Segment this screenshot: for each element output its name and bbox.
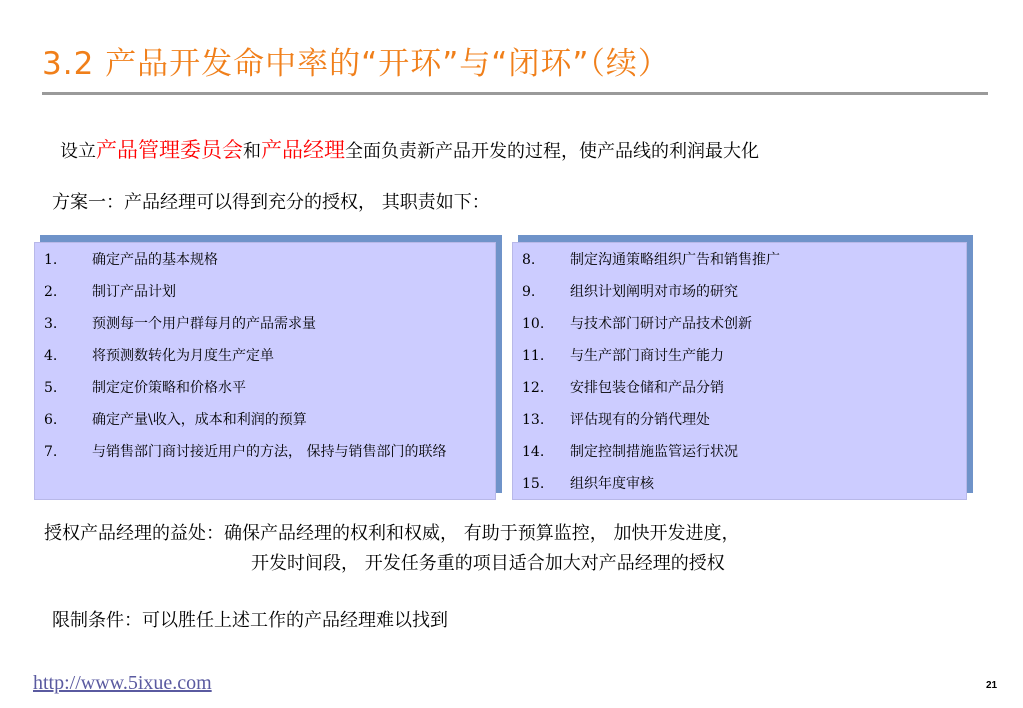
item-text: 组织年度审核	[570, 476, 654, 492]
item-number: 13.	[522, 412, 545, 428]
page-number: 21	[986, 680, 998, 691]
intro-statement	[60, 134, 759, 164]
left-responsibilities-box	[34, 242, 496, 500]
item-text: 与生产部门商讨生产能力	[570, 348, 724, 364]
benefit-line-2: 开发时间段， 开发任务重的项目适合加大对产品经理的授权	[251, 553, 725, 574]
item-number: 6.	[44, 412, 58, 428]
item-number: 15.	[522, 476, 545, 492]
item-text: 确定产品的基本规格	[92, 252, 218, 268]
limit-condition: 限制条件：可以胜任上述工作的产品经理难以找到	[52, 610, 448, 631]
item-number: 11.	[522, 348, 545, 364]
item-number: 3.	[44, 316, 58, 332]
item-number: 5.	[44, 380, 58, 396]
item-text: 组织计划阐明对市场的研究	[570, 284, 738, 300]
intro-emphasis-committee: 产品管理委员会	[96, 138, 243, 162]
item-number: 1.	[44, 252, 58, 268]
item-text: 制订产品计划	[92, 284, 176, 300]
item-text: 评估现有的分销代理处	[570, 412, 710, 428]
title-divider	[42, 92, 988, 95]
intro-suffix: 全面负责新产品开发的过程，使产品线的利润最大化	[345, 141, 759, 162]
intro-prefix: 设立	[60, 141, 96, 162]
item-text: 与销售部门商讨接近用户的方法， 保持与销售部门的联络	[92, 444, 447, 460]
item-text: 确定产量\收入，成本和利润的预算	[92, 412, 307, 428]
item-text: 将预测数转化为月度生产定单	[92, 348, 274, 364]
intro-emphasis-manager: 产品经理	[261, 138, 345, 162]
item-text: 制定控制措施监管运行状况	[570, 444, 738, 460]
intro-mid: 和	[243, 141, 261, 162]
item-number: 9.	[522, 284, 536, 300]
benefit-line-1: 授权产品经理的益处：确保产品经理的权利和权威， 有助于预算监控， 加快开发进度，	[44, 523, 740, 544]
footer-link[interactable]: http://www.5ixue.com	[33, 672, 212, 694]
item-text: 安排包装仓储和产品分销	[570, 380, 724, 396]
item-number: 4.	[44, 348, 58, 364]
item-text: 制定沟通策略组织广告和销售推广	[570, 252, 780, 268]
item-number: 8.	[522, 252, 536, 268]
right-responsibilities-box	[512, 242, 967, 500]
item-number: 14.	[522, 444, 545, 460]
item-text: 与技术部门研讨产品技术创新	[570, 316, 752, 332]
item-number: 7.	[44, 444, 58, 460]
slide-title: 3.2 产品开发命中率的“开环”与“闭环”（续）	[42, 46, 670, 82]
plan-heading: 方案一：产品经理可以得到充分的授权， 其职责如下：	[52, 192, 490, 213]
item-number: 2.	[44, 284, 58, 300]
item-text: 制定定价策略和价格水平	[92, 380, 246, 396]
item-number: 10.	[522, 316, 545, 332]
item-number: 12.	[522, 380, 545, 396]
item-text: 预测每一个用户群每月的产品需求量	[92, 316, 316, 332]
